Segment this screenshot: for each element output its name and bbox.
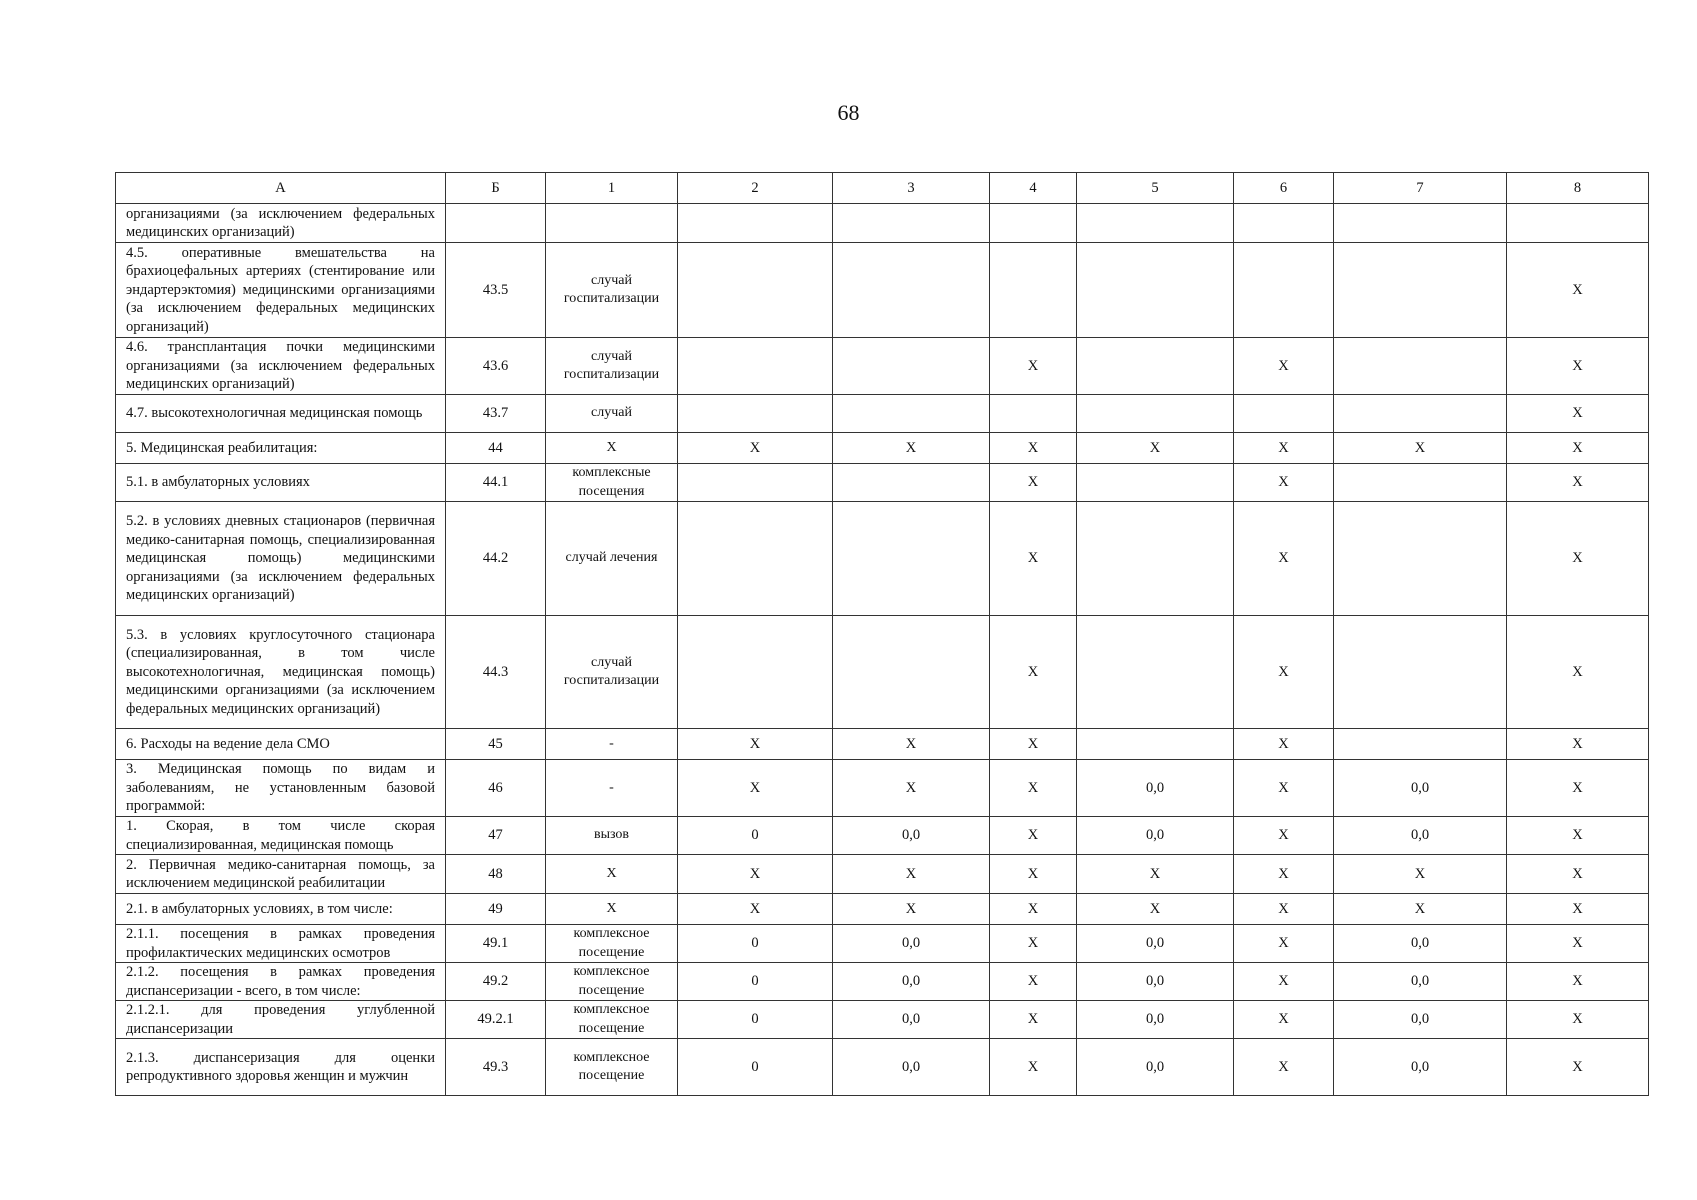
table-row (116, 243, 1649, 338)
row-code-cell: 49.2.1 (446, 1001, 546, 1039)
table-row (116, 817, 1649, 855)
table-cell: Х (1234, 464, 1334, 502)
table-row (116, 1039, 1649, 1096)
table-cell: случай госпитализации (546, 243, 678, 338)
table-cell: Х (1507, 1001, 1649, 1039)
table-cell (833, 502, 990, 616)
table-cell: Х (1234, 338, 1334, 395)
row-code-cell: 49.3 (446, 1039, 546, 1096)
table-cell: Х (678, 855, 833, 894)
row-code-cell: 44.2 (446, 502, 546, 616)
table-cell: 0 (678, 817, 833, 855)
header-cell: 4 (990, 173, 1077, 204)
table-cell: Х (1507, 338, 1649, 395)
row-label-cell: 3. Медицинская помощь по видам и заболеваниям, не установленным базовой программой: (116, 760, 446, 817)
table-cell: Х (1077, 433, 1234, 464)
row-label-cell: 4.5. оперативные вмешательства на брахиоцефальных артериях (стентирование или эндартерэктомия) медицинскими организациями (за исключением федеральных медицинских организаций) (116, 243, 446, 338)
table-cell: - (546, 729, 678, 760)
row-label-cell: 2.1.2.1. для проведения углубленной диспансеризации (116, 1001, 446, 1039)
table-cell: комплексное посещение (546, 963, 678, 1001)
table-cell: 0,0 (1077, 760, 1234, 817)
table-cell: Х (1507, 963, 1649, 1001)
table-cell: - (546, 760, 678, 817)
table-cell: Х (1234, 925, 1334, 963)
table-cell: Х (546, 855, 678, 894)
row-label-cell: 2.1. в амбулаторных условиях, в том числе: (116, 894, 446, 925)
table-row (116, 855, 1649, 894)
table-cell: Х (1507, 855, 1649, 894)
table-cell (678, 243, 833, 338)
row-code-cell: 45 (446, 729, 546, 760)
row-label-cell: 4.7. высокотехнологичная медицинская помощь (116, 395, 446, 433)
table-row (116, 925, 1649, 963)
table-cell: Х (990, 925, 1077, 963)
table-cell: 0,0 (1334, 925, 1507, 963)
table-cell: 0,0 (1334, 760, 1507, 817)
table-cell: Х (1234, 855, 1334, 894)
table-cell: Х (1334, 894, 1507, 925)
table-cell: Х (678, 433, 833, 464)
header-cell: 2 (678, 173, 833, 204)
table-cell: Х (990, 464, 1077, 502)
header-cell: 7 (1334, 173, 1507, 204)
row-code-cell: 43.5 (446, 243, 546, 338)
table-cell: Х (990, 338, 1077, 395)
table-cell: Х (1234, 729, 1334, 760)
table-cell: Х (1077, 894, 1234, 925)
table-cell: 0,0 (833, 963, 990, 1001)
table-cell: Х (990, 1001, 1077, 1039)
table-cell: Х (1507, 243, 1649, 338)
row-label-cell: организациями (за исключением федеральных медицинских организаций) (116, 204, 446, 243)
table-row (116, 433, 1649, 464)
data-table (115, 172, 1649, 1096)
table-cell: комплексное посещение (546, 1001, 678, 1039)
table-cell: 0,0 (833, 1039, 990, 1096)
table-cell: комплексное посещение (546, 925, 678, 963)
table-cell: Х (1234, 502, 1334, 616)
table-cell: Х (1507, 760, 1649, 817)
table-cell (1077, 243, 1234, 338)
table-cell: 0,0 (1077, 963, 1234, 1001)
row-label-cell: 2. Первичная медико-санитарная помощь, за исключением медицинской реабилитации (116, 855, 446, 894)
table-cell: 0,0 (1334, 963, 1507, 1001)
table-cell: Х (1507, 1039, 1649, 1096)
table-cell: Х (1234, 760, 1334, 817)
table-cell (1077, 204, 1234, 243)
table-cell (1077, 395, 1234, 433)
table-cell (990, 204, 1077, 243)
table-cell: Х (1234, 616, 1334, 729)
table-cell (1334, 464, 1507, 502)
table-cell (990, 395, 1077, 433)
table-cell: Х (1507, 729, 1649, 760)
table-cell: 0,0 (833, 817, 990, 855)
row-code-cell: 49 (446, 894, 546, 925)
header-cell: Б (446, 173, 546, 204)
table-cell: Х (833, 760, 990, 817)
table-cell: Х (1507, 433, 1649, 464)
table-row (116, 395, 1649, 433)
header-cell: 3 (833, 173, 990, 204)
table-cell: Х (833, 894, 990, 925)
table-cell (833, 616, 990, 729)
table-cell: Х (990, 616, 1077, 729)
table-cell: 0,0 (1334, 1039, 1507, 1096)
table-row (116, 204, 1649, 243)
table-cell (678, 395, 833, 433)
table-cell: Х (546, 894, 678, 925)
table-cell: случай лечения (546, 502, 678, 616)
table-cell (833, 395, 990, 433)
table-cell (546, 204, 678, 243)
table-cell (678, 502, 833, 616)
table-row (116, 338, 1649, 395)
table-cell: случай (546, 395, 678, 433)
table-cell: 0 (678, 1039, 833, 1096)
table-cell (678, 464, 833, 502)
table-cell: комплексное посещение (546, 1039, 678, 1096)
table-cell (833, 338, 990, 395)
table-cell (1077, 338, 1234, 395)
row-label-cell: 5.3. в условиях круглосуточного стационара (специализированная, в том числе высокотехнологичная, медицинская помощь) медицинскими организациями (за исключением федеральных медицинских организаций) (116, 616, 446, 729)
table-cell (1334, 338, 1507, 395)
table-cell: Х (1507, 925, 1649, 963)
table-cell: 0,0 (833, 1001, 990, 1039)
table-cell (1334, 395, 1507, 433)
row-label-cell: 2.1.3. диспансеризация для оценки репродуктивного здоровья женщин и мужчин (116, 1039, 446, 1096)
table-cell (1334, 616, 1507, 729)
table-cell: Х (1507, 616, 1649, 729)
table-cell: Х (990, 760, 1077, 817)
table-cell: Х (833, 433, 990, 464)
table-cell: Х (990, 433, 1077, 464)
row-label-cell: 2.1.1. посещения в рамках проведения профилактических медицинских осмотров (116, 925, 446, 963)
row-code-cell: 43.7 (446, 395, 546, 433)
table-cell (1334, 204, 1507, 243)
table-cell: Х (833, 729, 990, 760)
table-cell: случай госпитализации (546, 338, 678, 395)
table-cell: 0,0 (1077, 1001, 1234, 1039)
table-cell (1234, 204, 1334, 243)
table-cell: Х (833, 855, 990, 894)
table-cell (678, 616, 833, 729)
table-cell (990, 243, 1077, 338)
table-body (116, 204, 1649, 1096)
table-cell: Х (1507, 894, 1649, 925)
table-row (116, 1001, 1649, 1039)
table-cell: 0,0 (1334, 1001, 1507, 1039)
table-cell (1077, 729, 1234, 760)
table-cell: Х (678, 894, 833, 925)
row-label-cell: 5.1. в амбулаторных условиях (116, 464, 446, 502)
table-cell: Х (1234, 963, 1334, 1001)
table-cell: Х (678, 729, 833, 760)
table-cell: 0 (678, 1001, 833, 1039)
table-cell: 0,0 (1077, 817, 1234, 855)
table-cell: 0 (678, 925, 833, 963)
table-row (116, 616, 1649, 729)
table-row (116, 729, 1649, 760)
table-row (116, 963, 1649, 1001)
row-code-cell: 46 (446, 760, 546, 817)
row-code-cell: 47 (446, 817, 546, 855)
row-code-cell: 48 (446, 855, 546, 894)
table-row (116, 464, 1649, 502)
row-label-cell: 6. Расходы на ведение дела СМО (116, 729, 446, 760)
row-code-cell: 44.1 (446, 464, 546, 502)
table-cell: 0,0 (1077, 925, 1234, 963)
table-cell: Х (1507, 502, 1649, 616)
table-cell: Х (990, 817, 1077, 855)
table-cell: 0 (678, 963, 833, 1001)
table-cell (1334, 243, 1507, 338)
table-cell (1234, 243, 1334, 338)
header-row (116, 173, 1649, 204)
table-cell: Х (990, 502, 1077, 616)
table-cell (1077, 464, 1234, 502)
page-number: 68 (837, 100, 860, 125)
table-cell: Х (990, 729, 1077, 760)
header-cell: А (116, 173, 446, 204)
table-cell: Х (990, 894, 1077, 925)
table-cell: Х (1334, 855, 1507, 894)
header-cell: 5 (1077, 173, 1234, 204)
table-cell: 0,0 (1334, 817, 1507, 855)
table-cell: случай госпитализации (546, 616, 678, 729)
table-cell (833, 464, 990, 502)
table-cell: Х (990, 855, 1077, 894)
table-cell: Х (1234, 817, 1334, 855)
table-cell: Х (546, 433, 678, 464)
row-label-cell: 5. Медицинская реабилитация: (116, 433, 446, 464)
row-code-cell: 49.1 (446, 925, 546, 963)
table-cell: Х (1077, 855, 1234, 894)
row-code-cell (446, 204, 546, 243)
header-cell: 8 (1507, 173, 1649, 204)
table-cell: Х (1234, 894, 1334, 925)
row-label-cell: 4.6. трансплантация почки медицинскими организациями (за исключением федеральных медицинских организаций) (116, 338, 446, 395)
table-cell: комплексные посещения (546, 464, 678, 502)
table-cell: 0,0 (833, 925, 990, 963)
row-code-cell: 44 (446, 433, 546, 464)
table-cell: Х (1507, 817, 1649, 855)
table-cell: Х (678, 760, 833, 817)
table-cell: Х (1234, 433, 1334, 464)
table-cell (1077, 616, 1234, 729)
row-code-cell: 49.2 (446, 963, 546, 1001)
table-cell (833, 204, 990, 243)
table-cell (678, 204, 833, 243)
row-label-cell: 5.2. в условиях дневных стационаров (первичная медико-санитарная помощь, специализированная медицинская помощь) медицинскими организациями (за исключением федеральных медицинских организаций) (116, 502, 446, 616)
row-code-cell: 44.3 (446, 616, 546, 729)
table-row (116, 760, 1649, 817)
row-label-cell: 1. Скорая, в том числе скорая специализированная, медицинская помощь (116, 817, 446, 855)
table-cell: Х (1507, 464, 1649, 502)
table-cell: 0,0 (1077, 1039, 1234, 1096)
table-cell (678, 338, 833, 395)
table-cell: Х (1507, 395, 1649, 433)
table-cell (1077, 502, 1234, 616)
table-cell: Х (990, 963, 1077, 1001)
table-cell: Х (1234, 1039, 1334, 1096)
table-cell (833, 243, 990, 338)
table-cell: Х (1234, 1001, 1334, 1039)
table-cell: Х (990, 1039, 1077, 1096)
header-cell: 1 (546, 173, 678, 204)
table-cell (1334, 502, 1507, 616)
table-cell (1334, 729, 1507, 760)
table-cell: вызов (546, 817, 678, 855)
row-label-cell: 2.1.2. посещения в рамках проведения диспансеризации - всего, в том числе: (116, 963, 446, 1001)
table-cell (1507, 204, 1649, 243)
table-row (116, 894, 1649, 925)
table-row (116, 502, 1649, 616)
table-cell: Х (1334, 433, 1507, 464)
row-code-cell: 43.6 (446, 338, 546, 395)
table-cell (1234, 395, 1334, 433)
header-cell: 6 (1234, 173, 1334, 204)
